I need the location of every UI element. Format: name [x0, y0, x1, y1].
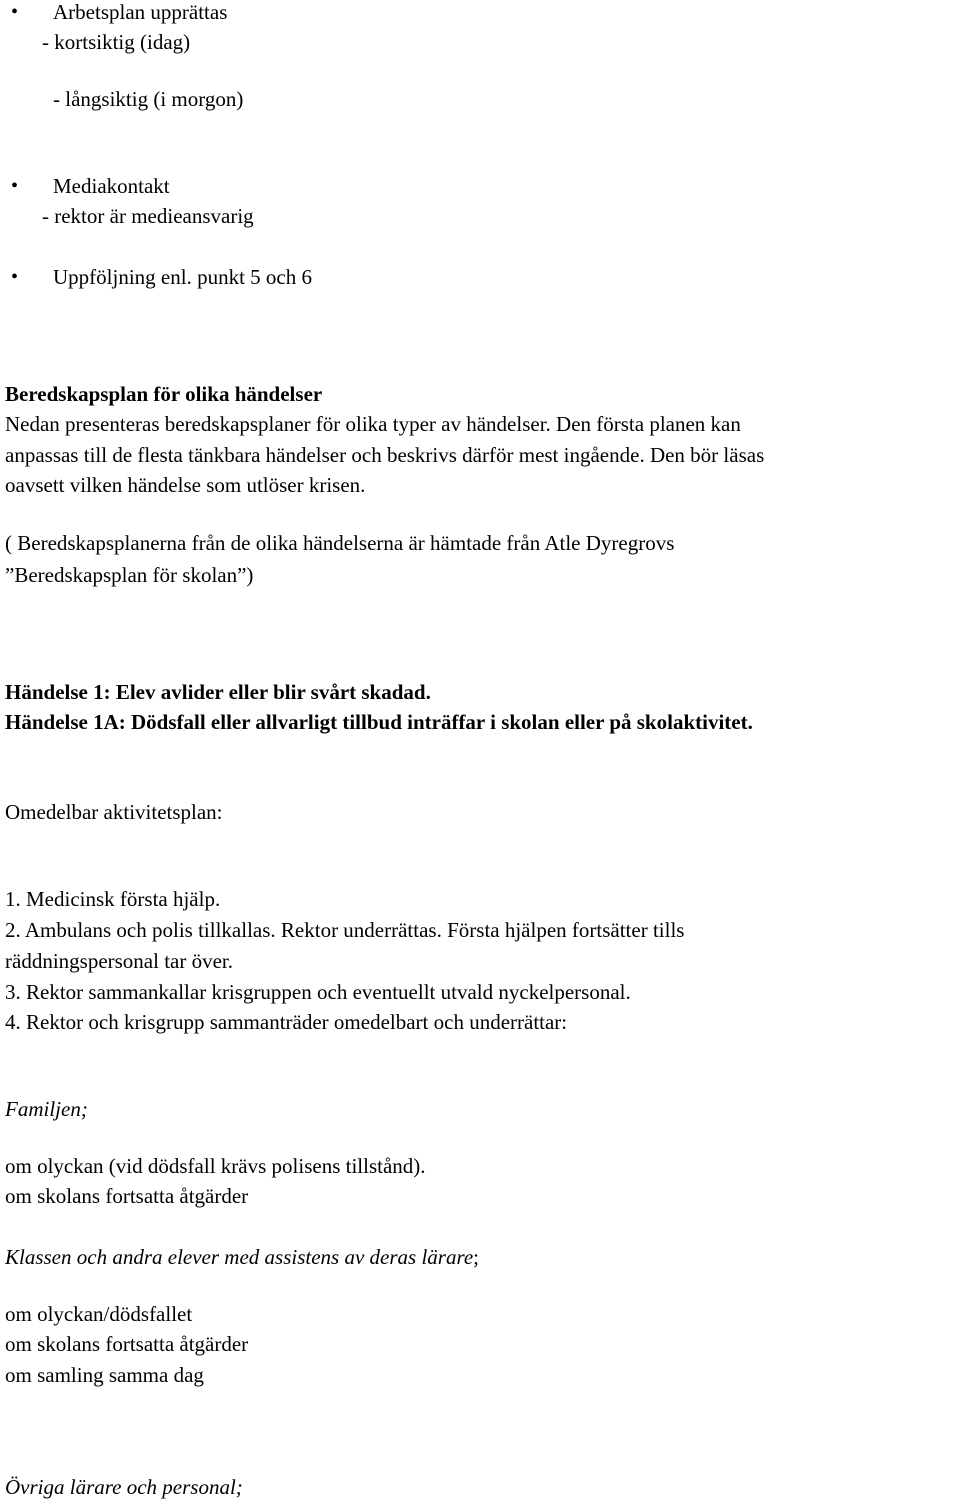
class-label-line: [5, 1242, 479, 1272]
sub-item-kortsiktig: - kortsiktig (idag): [42, 30, 191, 54]
class-label: Klassen och andra elever med assistens av deras lärare: [5, 1245, 474, 1269]
list-item: om skolans fortsatta åtgärder: [5, 1332, 249, 1356]
section-heading: Beredskapsplan för olika händelser: [5, 382, 323, 406]
sub-item-langsiktig: - långsiktig (i morgon): [53, 87, 244, 111]
source-note-line: ”Beredskapsplan för skolan”): [5, 563, 254, 587]
event-heading-1a: Händelse 1A: Dödsfall eller allvarligt tillbud inträffar i skolan eller på skolaktivitet.: [5, 710, 753, 734]
step-line: 3. Rektor sammankallar krisgruppen och eventuellt utvald nyckelpersonal.: [5, 980, 631, 1004]
bullet-item-arbetsplan: Arbetsplan upprättas: [53, 0, 228, 24]
bullet-item-mediakontakt: Mediakontakt: [53, 174, 170, 198]
family-label: Familjen;: [5, 1097, 88, 1121]
immediate-plan-label: Omedelbar aktivitetsplan:: [5, 800, 223, 824]
paragraph-line: oavsett vilken händelse som utlöser krisen.: [5, 473, 366, 497]
bullet-icon: •: [11, 1, 19, 23]
staff-label: Övriga lärare och personal;: [5, 1475, 243, 1499]
sub-item-medieansvarig: - rektor är medieansvarig: [42, 204, 254, 228]
paragraph-line: Nedan presenteras beredskapsplaner för olika typer av händelser. Den första planen kan: [5, 412, 741, 436]
paragraph-line: anpassas till de flesta tänkbara händelser och beskrivs därför mest ingående. Den bör läsas: [5, 443, 765, 467]
step-line: 4. Rektor och krisgrupp sammanträder omedelbart och underrättar:: [5, 1010, 568, 1034]
list-item: om olyckan (vid dödsfall krävs polisens tillstånd).: [5, 1154, 426, 1178]
list-item: om samling samma dag: [5, 1363, 204, 1387]
event-heading-1: Händelse 1: Elev avlider eller blir svårt skadad.: [5, 680, 431, 704]
step-line: 1. Medicinsk första hjälp.: [5, 887, 221, 911]
bullet-icon: •: [11, 266, 19, 288]
bullet-item-uppfoljning: Uppföljning enl. punkt 5 och 6: [53, 265, 312, 289]
step-line: 2. Ambulans och polis tillkallas. Rektor underrättas. Första hjälpen fortsätter tills: [5, 918, 685, 942]
bullet-icon: •: [11, 175, 19, 197]
list-item: om olyckan/dödsfallet: [5, 1302, 193, 1326]
list-item: om skolans fortsatta åtgärder: [5, 1184, 249, 1208]
step-line: räddningspersonal tar över.: [5, 949, 234, 973]
class-label-suffix: ;: [473, 1245, 480, 1269]
source-note-line: ( Beredskapsplanerna från de olika händelserna är hämtade från Atle Dyregrovs: [5, 531, 675, 555]
